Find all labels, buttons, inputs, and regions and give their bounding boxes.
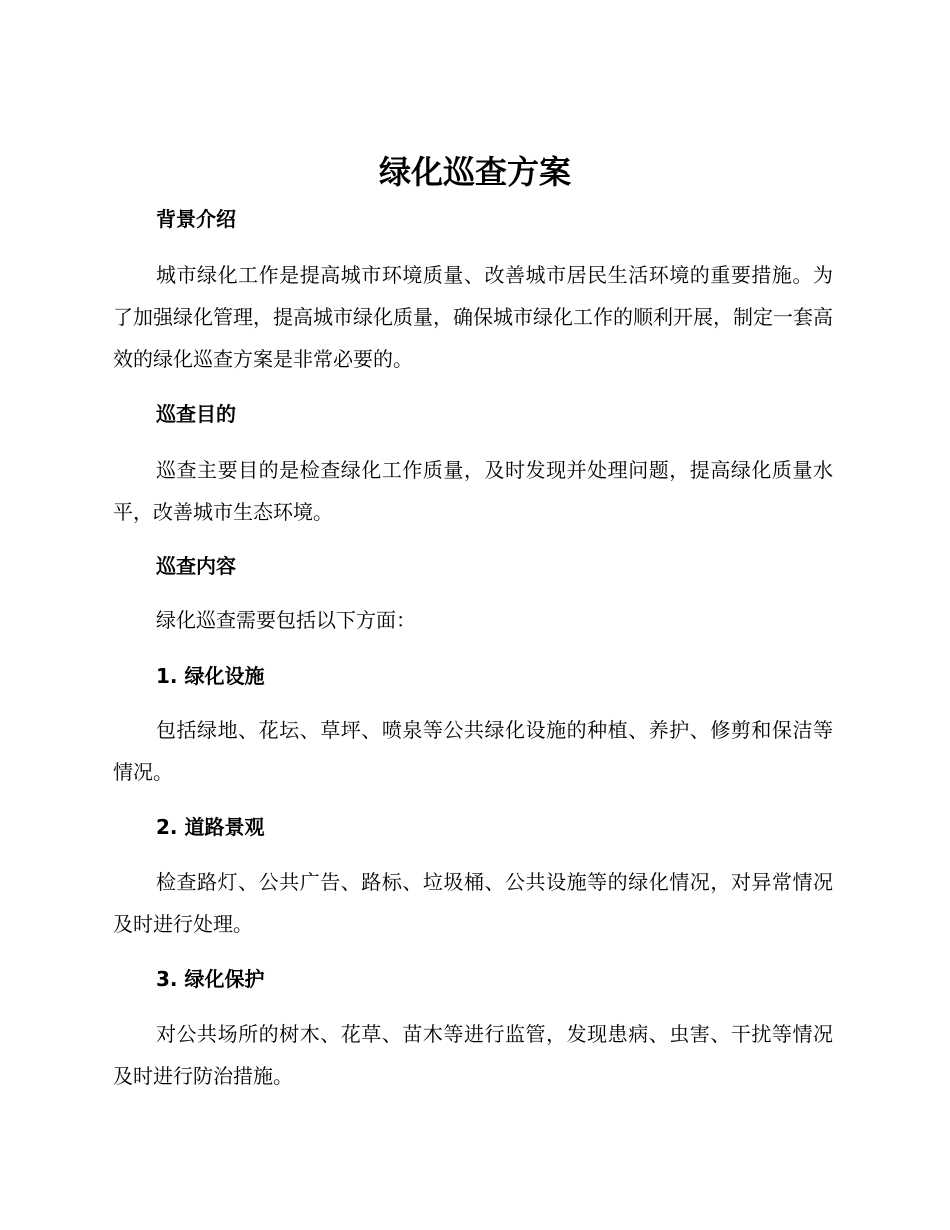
section-heading-item2: 2. 道路景观 [156, 815, 265, 839]
section-text-purpose: 巡查主要目的是检查绿化工作质量，及时发现并处理问题，提高绿化质量水平，改善城市生态环境。 [113, 458, 833, 524]
section-text-content: 绿化巡查需要包括以下方面： [156, 608, 416, 632]
section-heading-item3: 3. 绿化保护 [156, 967, 265, 991]
section-heading-content: 巡查内容 [156, 554, 236, 578]
section-heading-background: 背景介绍 [156, 207, 236, 231]
section-text-item2: 检查路灯、公共广告、路标、垃圾桶、公共设施等的绿化情况，对异常情况及时进行处理。 [113, 870, 833, 936]
section-heading-purpose: 巡查目的 [156, 402, 236, 426]
section-text-background: 城市绿化工作是提高城市环境质量、改善城市居民生活环境的重要措施。为了加强绿化管理，提高城市绿化质量，确保城市绿化工作的顺利开展，制定一套高效的绿化巡查方案是非常必要的。 [113, 263, 833, 371]
document-title: 绿化巡查方案 [378, 153, 571, 191]
section-heading-item1: 1. 绿化设施 [156, 664, 265, 688]
section-text-item1: 包括绿地、花坛、草坪、喷泉等公共绿化设施的种植、养护、修剪和保洁等情况。 [113, 718, 833, 784]
section-text-item3: 对公共场所的树木、花草、苗木等进行监管，发现患病、虫害、干扰等情况及时进行防治措施。 [113, 1022, 833, 1088]
